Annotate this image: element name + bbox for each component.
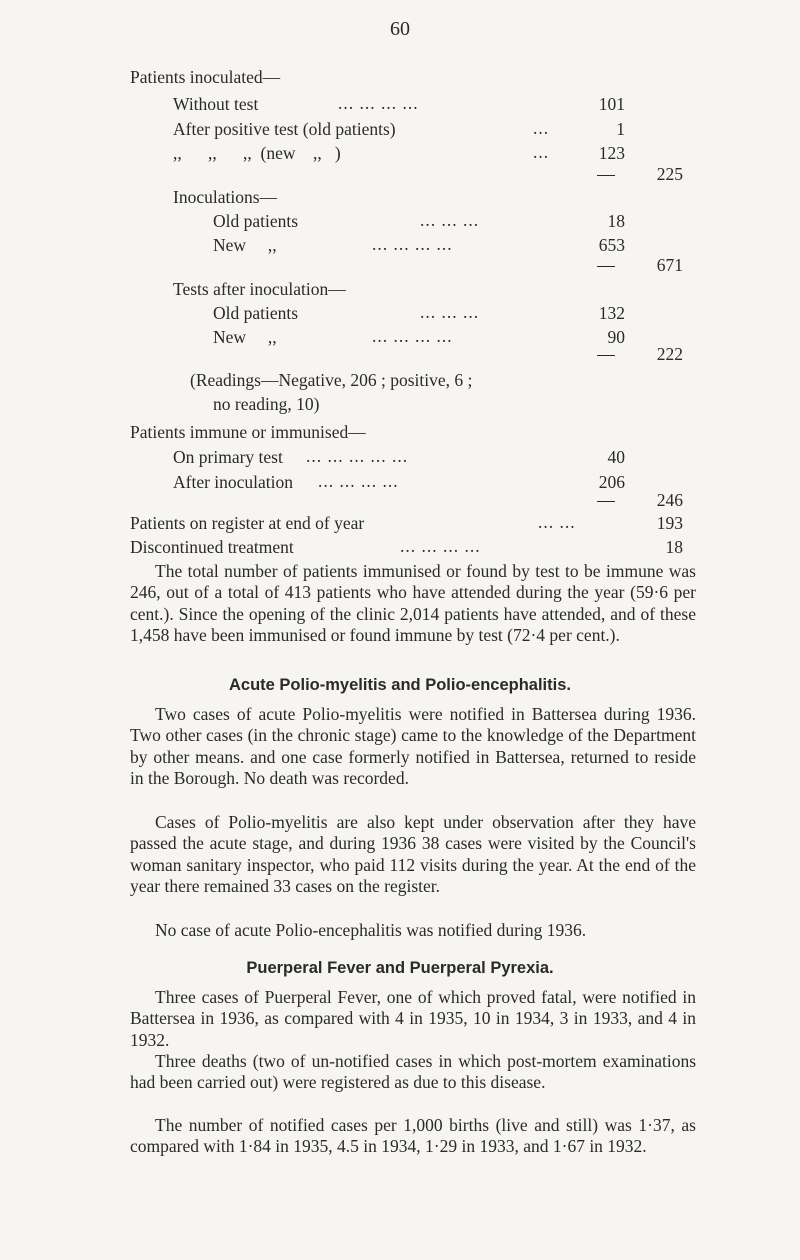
leader-dots: ... ... ... ...	[372, 326, 453, 346]
leader-dots: ...	[533, 118, 550, 138]
subtotal-rule	[597, 266, 615, 267]
tests-total: 222	[656, 344, 683, 364]
polio-section-heading: Acute Polio-myelitis and Polio-encephalitis.	[229, 676, 571, 694]
tests-row-label: Old patients	[213, 303, 299, 323]
tests-heading: Tests after inoculation—	[173, 279, 346, 299]
puerperal-paragraph: Three cases of Puerperal Fever, one of which proved fatal, were notified in Battersea in 1936, as compared with 4 in 1935, 10 in 1934, 3 in 1933, and 4 in 1932.	[130, 987, 696, 1050]
discontinued-value: 18	[665, 537, 683, 557]
readings-note: no reading, 10)	[213, 394, 320, 414]
readings-note: (Readings—Negative, 206 ; positive, 6 ;	[190, 370, 473, 390]
discontinued-label: Discontinued treatment	[130, 537, 294, 557]
leader-dots: ... ...	[538, 512, 576, 532]
puerperal-section-heading: Puerperal Fever and Puerperal Pyrexia.	[246, 959, 554, 977]
leader-dots: ... ... ... ...	[372, 234, 453, 254]
inoculated-row-value: 101	[598, 94, 625, 114]
inoculated-heading: Patients inoculated—	[130, 67, 281, 87]
inoculated-row-label: ,, ,, ,, (new ,, )	[173, 143, 341, 163]
puerperal-paragraph: Three deaths (two of un-notified cases in which post-mortem examinations had been carried out) were registered as due to this disease.	[130, 1051, 696, 1093]
inoculated-row-value: 1	[616, 119, 625, 139]
inoculations-row-label: New ,,	[213, 235, 277, 255]
register-value: 193	[656, 513, 683, 533]
immune-heading: Patients immune or immunised—	[130, 422, 366, 442]
polio-paragraph: Two cases of acute Polio-myelitis were notified in Battersea during 1936. Two other cases (in the chronic stage) came to the knowledge of the Department by other means. and one case formerly notified in Battersea, returned to reside in the Borough. No death was recorded.	[130, 704, 696, 788]
immune-row-value: 206	[598, 472, 625, 492]
inoculated-total: 225	[656, 164, 683, 184]
inoculated-row-label: After positive test (old patients)	[173, 119, 396, 139]
inoculations-total: 671	[656, 255, 683, 275]
inoculations-row-value: 653	[598, 235, 625, 255]
inoculations-row-label: Old patients	[213, 211, 299, 231]
leader-dots: ... ... ... ... ...	[306, 446, 409, 466]
polio-paragraph: No case of acute Polio-encephalitis was notified during 1936.	[155, 920, 587, 940]
puerperal-paragraph: The number of notified cases per 1,000 births (live and still) was 1·37, as compared with 1·84 in 1935, 4.5 in 1934, 1·29 in 1933, and 1·67 in 1932.	[130, 1115, 696, 1157]
leader-dots: ... ... ... ...	[318, 471, 399, 491]
leader-dots: ... ... ... ...	[338, 93, 419, 113]
inoculations-heading: Inoculations—	[173, 187, 278, 207]
tests-row-value: 90	[607, 327, 625, 347]
tests-row-value: 132	[598, 303, 625, 323]
tests-row-label: New ,,	[213, 327, 277, 347]
inoculated-row-label: Without test	[173, 94, 259, 114]
leader-dots: ... ... ... ...	[400, 536, 481, 556]
subtotal-rule	[597, 355, 615, 356]
leader-dots: ... ... ...	[420, 302, 480, 322]
immune-total: 246	[656, 490, 683, 510]
register-label: Patients on register at end of year	[130, 513, 365, 533]
leader-dots: ... ... ...	[420, 210, 480, 230]
immune-row-label: After inoculation	[173, 472, 294, 492]
subtotal-rule	[597, 501, 615, 502]
immune-row-value: 40	[607, 447, 625, 467]
subtotal-rule	[597, 175, 615, 176]
inoculated-row-value: 123	[598, 143, 625, 163]
leader-dots: ...	[533, 142, 550, 162]
polio-paragraph: Cases of Polio-myelitis are also kept under observation after they have passed the acute stage, and during 1936 38 cases were visited by the Council's woman sanitary inspector, who paid 112 visits during the year. At the end of the year there remained 33 cases on the register.	[130, 812, 696, 896]
inoculations-row-value: 18	[607, 211, 625, 231]
page-number: 60	[390, 18, 410, 40]
immune-row-label: On primary test	[173, 447, 283, 467]
summary-paragraph: The total number of patients immunised or found by test to be immune was 246, out of a total of 413 patients who have attended during the year (59·6 per cent.). Since the opening of the clinic 2,014 patients have attended, and of these 1,458 have been immunised or found immune by test (72·4 per cent.).	[130, 561, 696, 645]
